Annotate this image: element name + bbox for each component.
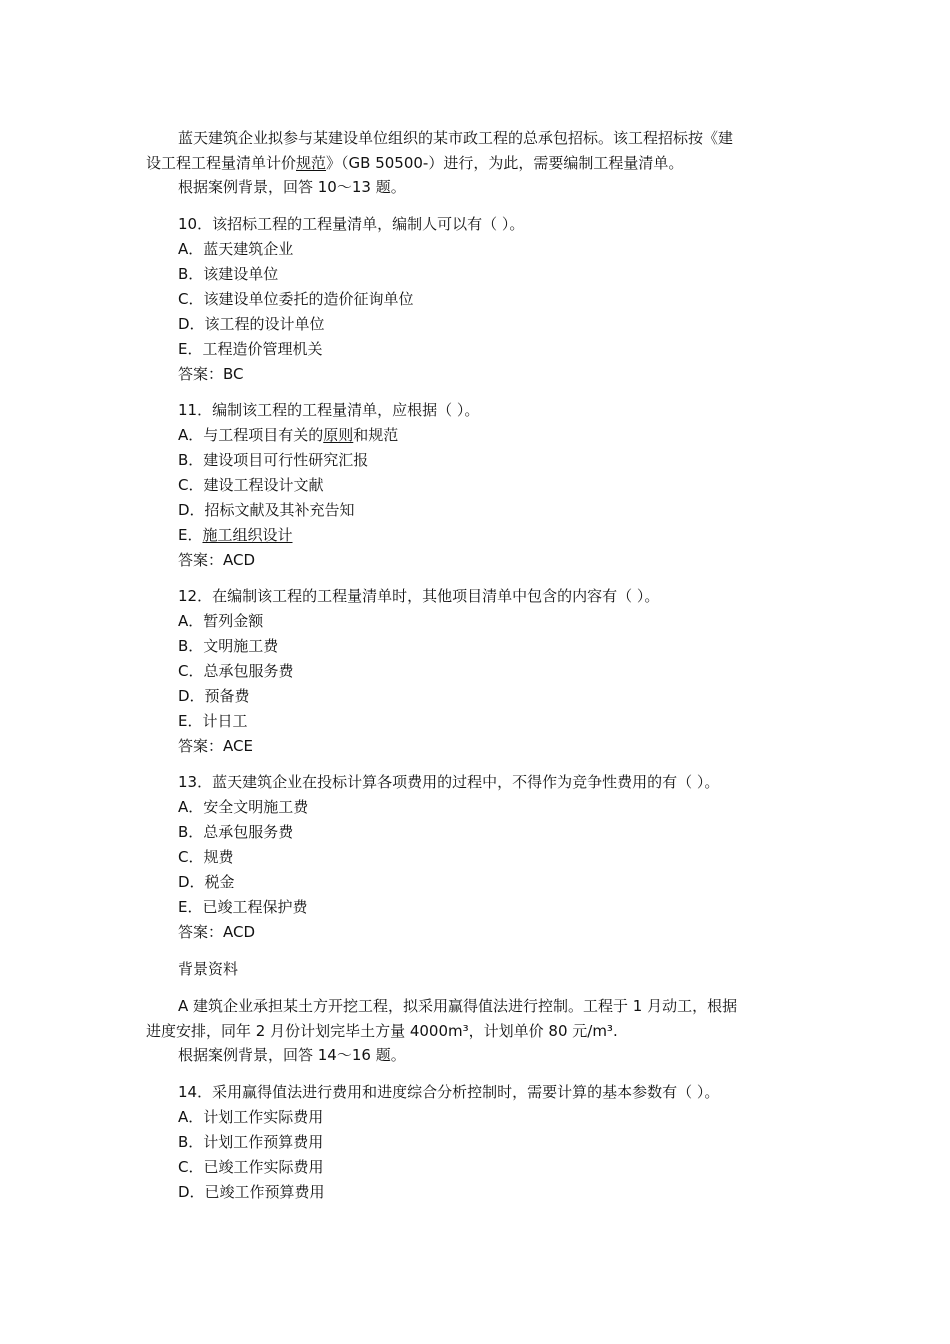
- q10-option-a: A．蓝天建筑企业: [178, 240, 294, 258]
- q11-option-e: [178, 525, 293, 545]
- q11-option-a-prefix: A．与工程项目有关的: [178, 426, 324, 444]
- q10-option-e: E．工程造价管理机关: [178, 340, 323, 358]
- intro1-line2-part-b: 》（GB 50500-）进行，为此，需要编制工程量清单。: [326, 154, 684, 172]
- intro1-line1: 蓝天建筑企业拟参与某建设单位组织的某市政工程的总承包招标。该工程招标按《建: [178, 129, 734, 147]
- q12-option-a: A．暂列金额: [178, 612, 264, 630]
- intro1-line3: 根据案例背景，回答 10～13 题。: [178, 178, 406, 196]
- q12-option-e: E．计日工: [178, 712, 248, 730]
- q11-stem: 11．编制该工程的工程量清单，应根据（ ）。: [178, 401, 480, 419]
- q13-option-c: C．规费: [178, 848, 234, 866]
- q13-option-a: A．安全文明施工费: [178, 798, 309, 816]
- intro2-line3: 根据案例背景，回答 14～16 题。: [178, 1046, 406, 1064]
- background-heading: 背景资料: [178, 960, 239, 978]
- q13-stem: 13．蓝天建筑企业在投标计算各项费用的过程中，不得作为竞争性费用的有（ ）。: [178, 773, 720, 791]
- q10-stem: 10．该招标工程的工程量清单，编制人可以有（ ）。: [178, 215, 525, 233]
- q10-answer: 答案：BC: [178, 365, 244, 383]
- q11-option-c: C．建设工程设计文献: [178, 476, 324, 494]
- q14-option-c: C．已竣工作实际费用: [178, 1158, 324, 1176]
- q14-stem: 14．采用赢得值法进行费用和进度综合分析控制时，需要计算的基本参数有（ ）。: [178, 1083, 720, 1101]
- intro2-line1: A 建筑企业承担某土方开挖工程，拟采用赢得值法进行控制。工程于 1 月动工，根据: [178, 997, 738, 1015]
- q12-answer: 答案：ACE: [178, 737, 253, 755]
- q11-option-a: [178, 425, 398, 445]
- q14-option-a: A．计划工作实际费用: [178, 1108, 324, 1126]
- q12-stem: 12．在编制该工程的工程量清单时，其他项目清单中包含的内容有（ ）。: [178, 587, 660, 605]
- q14-option-d: D．已竣工作预算费用: [178, 1183, 325, 1201]
- q11-answer: 答案：ACD: [178, 551, 256, 569]
- q12-option-d: D．预备费: [178, 687, 250, 705]
- intro1-line2: [146, 153, 683, 173]
- q11-option-e-prefix: E．: [178, 526, 203, 544]
- q10-option-c: C．该建设单位委托的造价征询单位: [178, 290, 414, 308]
- q11-option-d: D．招标文献及其补充告知: [178, 501, 355, 519]
- q13-option-d: D．税金: [178, 873, 235, 891]
- q11-link-yuanze[interactable]: 原则: [323, 426, 354, 444]
- q11-link-shigong[interactable]: 施工组织设计: [202, 526, 293, 544]
- q10-option-d: D．该工程的设计单位: [178, 315, 325, 333]
- intro2-line2: 进度安排，同年 2 月份计划完毕土方量 4000m³，计划单价 80 元/m³.: [146, 1022, 618, 1040]
- q11-option-a-suffix: 和规范: [353, 426, 399, 444]
- intro1-link-guifan[interactable]: 规范: [296, 154, 327, 172]
- q13-answer: 答案：ACD: [178, 923, 256, 941]
- q13-option-e: E．已竣工程保护费: [178, 898, 308, 916]
- q12-option-b: B．文明施工费: [178, 637, 279, 655]
- q11-option-b: B．建设项目可行性研究汇报: [178, 451, 369, 469]
- q10-option-b: B．该建设单位: [178, 265, 279, 283]
- q13-option-b: B．总承包服务费: [178, 823, 294, 841]
- q14-option-b: B．计划工作预算费用: [178, 1133, 324, 1151]
- q12-option-c: C．总承包服务费: [178, 662, 294, 680]
- intro1-line2-part-a: 设工程工程量清单计价: [146, 154, 297, 172]
